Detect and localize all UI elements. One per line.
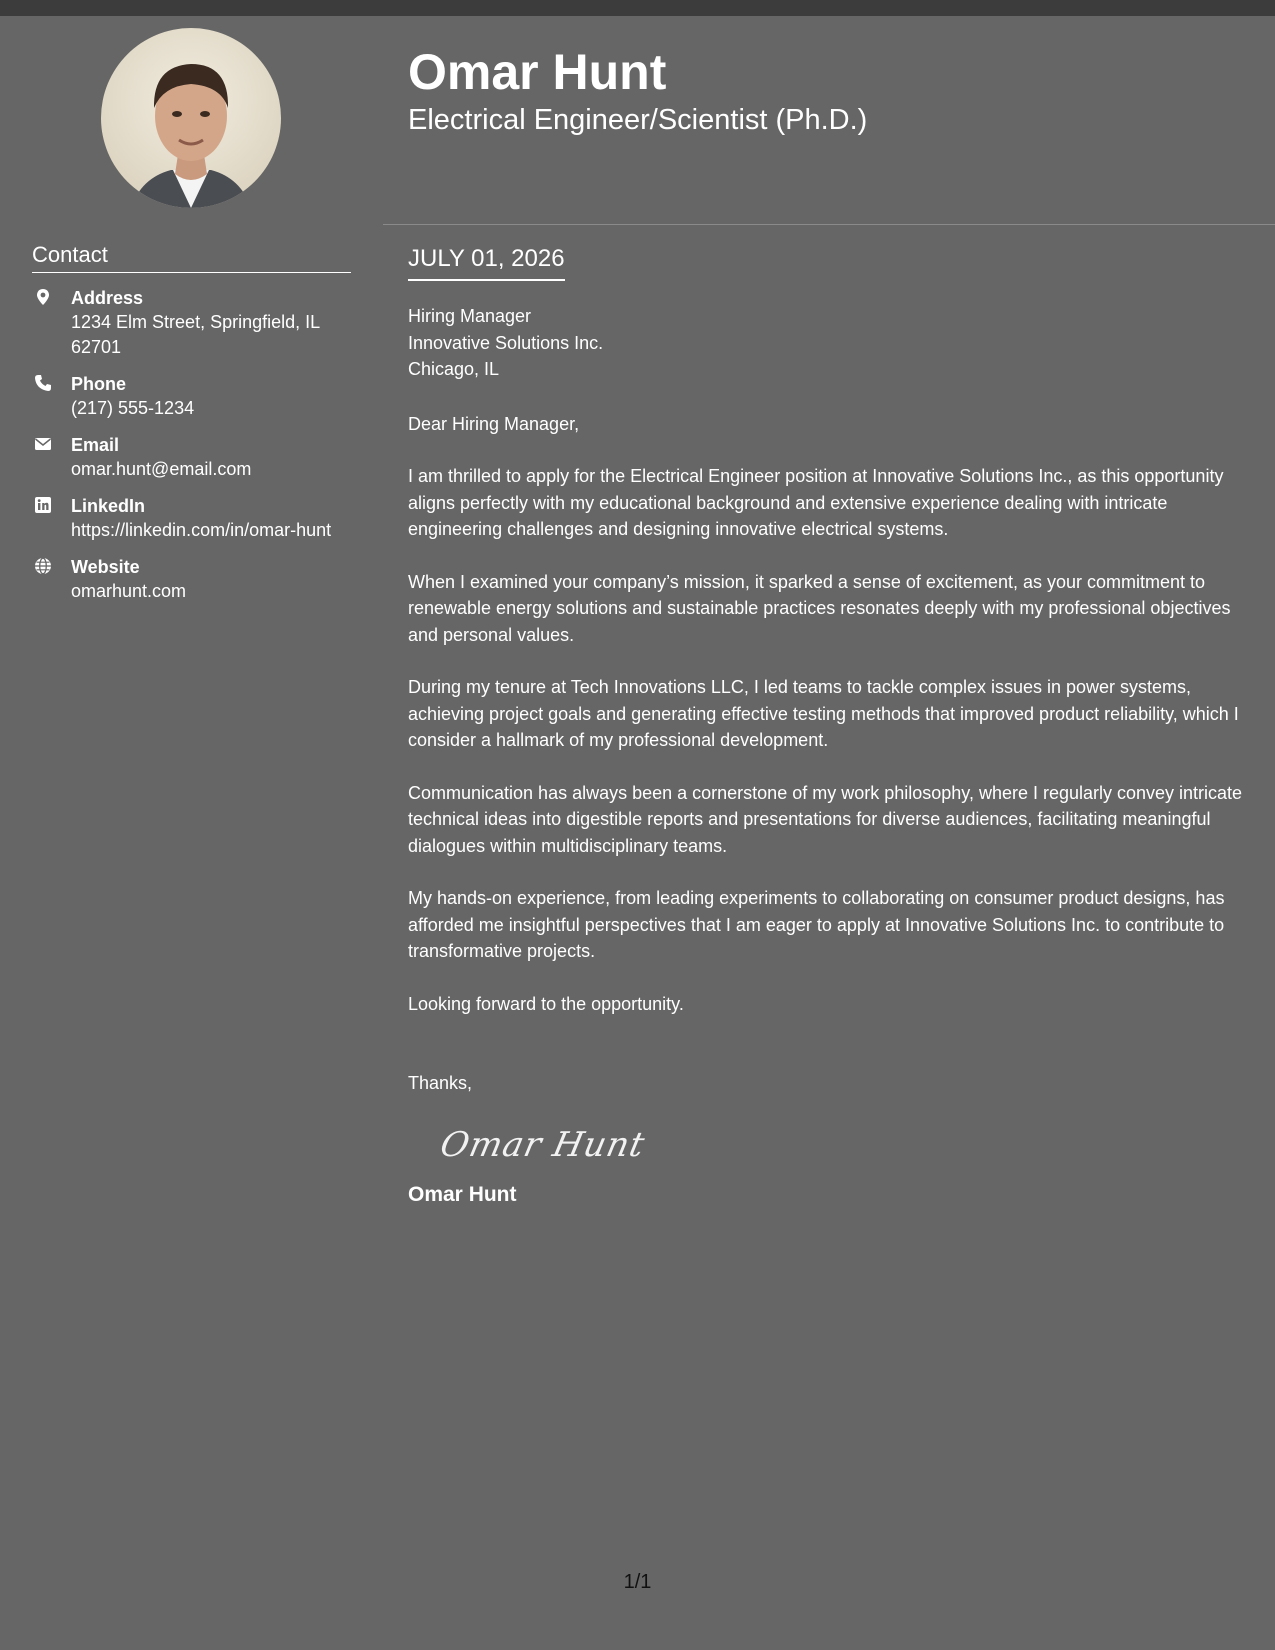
header-name: Omar Hunt [408,44,667,100]
letter-paragraph: During my tenure at Tech Innovations LLC, I led teams to tackle complex issues in power systems, achieving project goals and generating effective testing methods that improved product reliability, which I consider a hallmark of my professional development. [408,677,1239,750]
letter-paragraph: Communication has always been a cornerstone of my work philosophy, where I regularly convey intricate technical ideas into digestible reports and presentations for diverse audiences, facilitating meaningful dialogues within multidisciplinary teams. [408,782,1243,856]
website-link[interactable]: omarhunt.com [71,581,187,601]
phone-icon [34,374,52,392]
page-number: 1/1 [623,1571,652,1593]
address-value: 1234 Elm Street, Springfield, IL 62701 [71,312,320,357]
contact-item-linkedin [32,494,352,543]
top-bar [0,0,1275,16]
letter-main [383,16,1275,1650]
letter-paragraph: When I examined your company’s mission, it sparked a sense of excitement, as your commitment to renewable energy solutions and sustainable practices resonates deeply with my professional objectives and personal values. [408,571,1231,645]
contact-item-address [32,286,352,360]
recipient-block [408,303,1248,383]
contact-item-email [32,433,352,482]
profile-photo [101,28,281,208]
recipient-line: Innovative Solutions Inc. [408,332,604,353]
signature: Omar Hunt [436,1124,649,1165]
linkedin-icon [34,496,52,514]
header-title: Electrical Engineer/Scientist (Ph.D.) [408,104,868,136]
letter-paragraph: Looking forward to the opportunity. [408,993,684,1014]
closing: Thanks, [408,1073,473,1093]
contact-label: Address [71,288,144,308]
header-divider [383,224,1275,225]
email-link[interactable]: omar.hunt@email.com [71,459,252,479]
contact-item-website [32,555,352,604]
letter-body [408,303,1248,1209]
letter-paragraph: I am thrilled to apply for the Electrical Engineer position at Innovative Solutions Inc., as this opportunity aligns perfectly with my educational background and extensive experience dealing with intricate engineering challenges and designing innovative electrical systems. [408,466,1224,539]
envelope-icon [34,435,52,453]
contact-label: Website [71,557,140,577]
contact-list [32,286,352,616]
phone-value: (217) 555-1234 [71,398,195,418]
linkedin-link[interactable]: https://linkedin.com/in/omar-hunt [71,520,332,540]
contact-label: Phone [71,374,127,394]
recipient-line: Chicago, IL [408,359,500,379]
contact-label: LinkedIn [71,496,146,516]
sidebar [0,16,383,1650]
letter-date: JULY 01, 2026 [408,244,565,281]
contact-label: Email [71,435,120,455]
globe-icon [34,557,52,575]
recipient-line: Hiring Manager [408,306,532,326]
letter-paragraph: My hands-on experience, from leading experiments to collaborating on consumer product designs, has afforded me insightful perspectives that I am eager to apply at Innovative Solutions Inc. to contribute to transformative projects. [408,888,1225,961]
signer-name: Omar Hunt [408,1182,517,1206]
contact-item-phone [32,372,352,421]
salutation: Dear Hiring Manager, [408,413,580,434]
map-pin-icon [34,288,52,306]
contact-title: Contact [32,242,351,273]
